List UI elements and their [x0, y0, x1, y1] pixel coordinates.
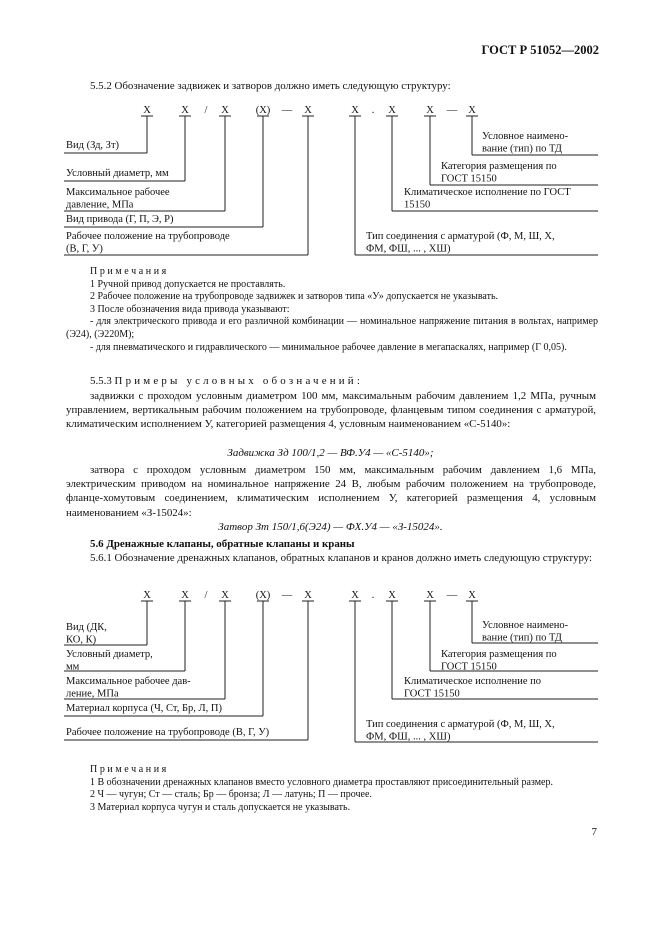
section-553-heading: Примеры условных обозначений:	[114, 375, 364, 387]
note-item: - для пневматического и гидравлического — минимальное рабочее давление в мегапаскалях, например (Г 0,05).	[90, 341, 567, 353]
section-553-number: 5.5.3	[90, 375, 112, 387]
right-label-2: ГОСТ 15150	[441, 173, 497, 185]
section-552-intro: 5.5.2 Обозначение задвижек и затворов должно иметь следующую структуру:	[90, 80, 451, 92]
position-symbol: X	[143, 105, 151, 116]
left-label-2: мм	[66, 661, 80, 673]
right-label-4: Тип соединения с арматурой (Ф, М, Ш, Х,	[366, 719, 555, 730]
position-symbol: X	[181, 105, 189, 116]
left-label-3: давление, МПа	[66, 199, 134, 211]
right-label-2: Категория размещения по	[441, 649, 557, 660]
position-symbol: X	[304, 590, 312, 601]
note-item: 2 Рабочее положение на трубопроводе задвижек и затворов типа «У» допускается не указывать.	[90, 291, 499, 303]
separator-symbol: /	[204, 590, 208, 601]
left-label-5: (В, Г, У)	[66, 243, 103, 255]
note-item: 1 В обозначении дренажных клапанов вместо условного диаметра проставляют присоединительный размер.	[90, 776, 553, 788]
position-symbol: X	[304, 105, 312, 116]
left-label-3: ление, МПа	[66, 688, 119, 700]
right-label-1: вание (тип) по ТД	[482, 632, 562, 644]
right-label-4: Тип соединения с арматурой (Ф, М, Ш, Х,	[366, 231, 555, 242]
note-item: - для электрического привода и его различной комбинации — номинальное напряжение питания в вольтах, например (Э24), (Э220М);	[66, 316, 598, 340]
left-label-1: Вид (Зд, Зт)	[66, 140, 120, 151]
example-1-text: задвижки с проходом условным диаметром 100 мм, максимальным рабочим давлением 1,2 МПа, ручным управлением, вертикальным рабочим положением на трубопроводе, фланцевым типом соединения с арматурой, климатическим исполнением У, категорией размещения 4, условным наименованием «С-5140»:	[66, 390, 596, 431]
position-symbol: X	[388, 590, 396, 601]
right-label-1: вание (тип) по ТД	[482, 143, 562, 155]
section-561-text: 5.6.1 Обозначение дренажных клапанов, обратных клапанов и кранов должно иметь следующую структуру:	[90, 552, 593, 564]
example-1-formula: Задвижка Зд 100/1,2 — ВФ.У4 — «С-5140»;	[227, 447, 434, 459]
left-label-3: Максимальное рабочее дав-	[66, 676, 191, 687]
left-label-5: Рабочее положение на трубопроводе	[66, 231, 230, 242]
right-label-2: ГОСТ 15150	[441, 661, 497, 673]
notes-title: Примечания	[90, 764, 169, 775]
right-label-3: Климатическое исполнение по	[404, 676, 542, 687]
note-item: 3 Материал корпуса чугун и сталь допускается не указывать.	[90, 801, 351, 813]
page-number: 7	[591, 826, 597, 838]
left-label-3: Максимальное рабочее	[66, 187, 170, 198]
separator-symbol: /	[204, 105, 208, 116]
position-symbol: X	[426, 590, 434, 601]
separator-symbol: —	[281, 590, 293, 601]
right-label-3: ГОСТ 15150	[404, 688, 460, 700]
example-2-text: затвора с проходом условным диаметром 150 мм, максимальным рабочим давлением 1,6 МПа, электрическим приводом на номинальное напряжение 24 В, любым рабочим положением на трубопроводе, фланце-хомутовым соединением, климатическим исполнением У, категорией размещения 4, условным наименованием «З-15024»:	[66, 464, 596, 519]
left-label-4: Вид привода (Г, П, Э, Р)	[66, 214, 174, 225]
left-label-1: КО, К)	[66, 634, 97, 646]
note-item: 1 Ручной привод допускается не проставлять.	[90, 278, 286, 290]
document-code: ГОСТ Р 51052—2002	[481, 43, 599, 57]
position-symbol: X	[426, 105, 434, 116]
separator-symbol: .	[371, 590, 375, 601]
right-label-3: 15150	[404, 199, 431, 211]
position-symbol: X	[221, 105, 229, 116]
right-label-3: Климатическое исполнение по ГОСТ	[404, 187, 571, 198]
position-symbol: X	[388, 105, 396, 116]
position-symbol: X	[221, 590, 229, 601]
right-label-1: Условное наимено-	[482, 131, 569, 142]
notes-block-2	[66, 764, 598, 814]
left-label-2: Условный диаметр,	[66, 649, 153, 660]
note-item: 3 После обозначения вида привода указывают:	[90, 303, 290, 315]
position-symbol: X	[351, 105, 359, 116]
right-label-4: ФМ, ФШ, ... , ХШ)	[366, 243, 451, 255]
right-label-4: ФМ, ФШ, ... , ХШ)	[366, 731, 451, 743]
position-symbol: (X)	[255, 105, 271, 116]
right-label-2: Категория размещения по	[441, 161, 557, 172]
separator-symbol: —	[446, 105, 458, 116]
left-label-4: Материал корпуса (Ч, Ст, Бр, Л, П)	[66, 703, 222, 714]
left-label-5: Рабочее положение на трубопроводе (В, Г, У)	[66, 727, 270, 738]
notes-title: Примечания	[90, 266, 169, 277]
separator-symbol: —	[446, 590, 458, 601]
example-2-formula: Затвор Зт 150/1,6(Э24) — ФХ.У4 — «З-15024».	[218, 521, 443, 533]
position-symbol: X	[181, 590, 189, 601]
position-symbol: (X)	[255, 590, 271, 601]
position-symbol: X	[468, 105, 476, 116]
separator-symbol: .	[371, 105, 375, 116]
section-56-heading: 5.6 Дренажные клапаны, обратные клапаны и краны	[90, 538, 355, 550]
left-label-1: Вид (ДК,	[66, 622, 107, 633]
separator-symbol: —	[281, 105, 293, 116]
right-label-1: Условное наимено-	[482, 620, 569, 631]
position-symbol: X	[143, 590, 151, 601]
left-label-2: Условный диаметр, мм	[66, 168, 169, 179]
position-symbol: X	[351, 590, 359, 601]
note-item: 2 Ч — чугун; Ст — сталь; Бр — бронза; Л — латунь; П — прочее.	[90, 789, 372, 801]
position-symbol: X	[468, 590, 476, 601]
